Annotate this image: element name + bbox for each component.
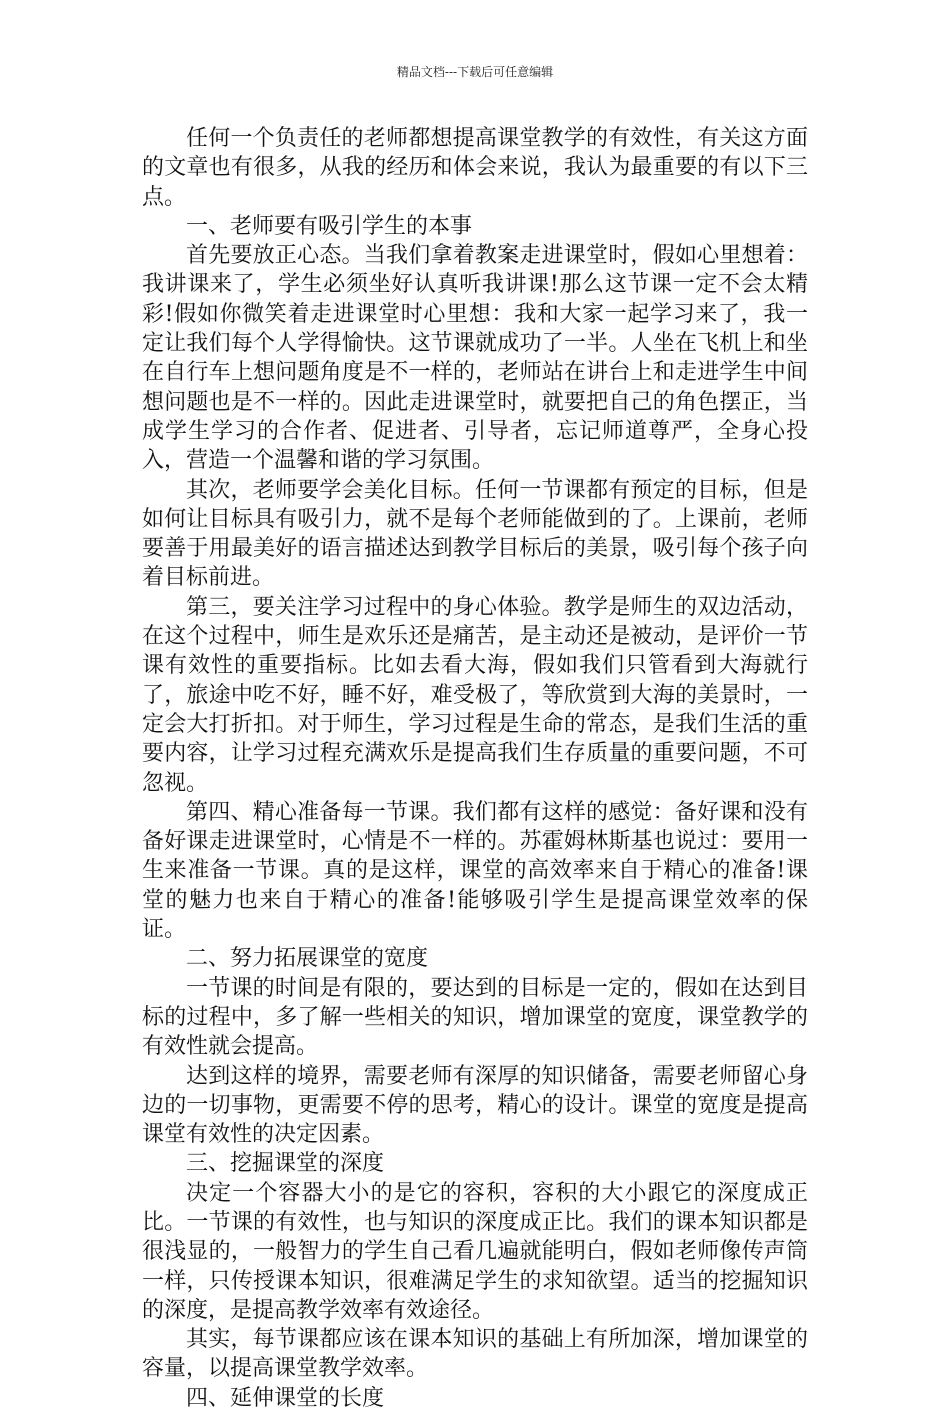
- body-paragraph: 一节课的时间是有限的，要达到的目标是一定的，假如在达到目标的过程中，多了解一些相关的知识，增加课堂的宽度，课堂教学的有效性就会提高。: [142, 975, 808, 1060]
- section-heading-3: 三、挖掘课堂的深度: [186, 1151, 385, 1177]
- body-paragraph: 达到这样的境界，需要老师有深厚的知识储备，需要老师留心身边的一切事物，更需要不停的思考，精心的设计。课堂的宽度是提高课堂有效性的决定因素。: [142, 1063, 808, 1148]
- body-paragraph: 其次，老师要学会美化目标。任何一节课都有预定的目标，但是如何让目标具有吸引力，就不是每个老师能做到的了。上课前，老师要善于用最美好的语言描述达到教学目标后的美景，吸引每个孩子向着目标前进。: [142, 477, 808, 591]
- section-heading-1: 一、老师要有吸引学生的本事: [186, 213, 473, 239]
- section-heading-4: 四、延伸课堂的长度: [186, 1385, 385, 1411]
- body-paragraph: 其实，每节课都应该在课本知识的基础上有所加深，增加课堂的容量，以提高课堂教学效率。: [142, 1327, 808, 1382]
- page-header-note: 精品文档---下载后可任意编辑: [396, 65, 554, 79]
- body-paragraph: 首先要放正心态。当我们拿着教案走进课堂时，假如心里想着：我讲课来了，学生必须坐好认真听我讲课!那么这节课一定不会太精彩!假如你微笑着走进课堂时心里想：我和大家一起学习来了，我一定让我们每个人学得愉快。这节课就成功了一半。人坐在飞机上和坐在自行车上想问题角度是不一样的，老师站在讲台上和走进学生中间想问题也是不一样的。因此走进课堂时，就要把自己的角色摆正，当成学生学习的合作者、促进者、引导者，忘记师道尊严，全身心投入，营造一个温馨和谐的学习氛围。: [142, 243, 808, 474]
- body-paragraph: 第三，要关注学习过程中的身心体验。教学是师生的双边活动，在这个过程中，师生是欢乐还是痛苦，是主动还是被动，是评价一节课有效性的重要指标。比如去看大海，假如我们只管看到大海就行了，旅途中吃不好，睡不好，难受极了，等欣赏到大海的美景时，一定会大打折扣。对于师生，学习过程是生命的常态，是我们生活的重要内容，让学习过程充满欢乐是提高我们生存质量的重要问题，不可忽视。: [142, 594, 808, 796]
- section-heading-2: 二、努力拓展课堂的宽度: [186, 946, 429, 972]
- body-paragraph: 第四、精心准备每一节课。我们都有这样的感觉：备好课和没有备好课走进课堂时，心情是不一样的。苏霍姆林斯基也说过：要用一生来准备一节课。真的是这样，课堂的高效率来自于精心的准备!课堂的魅力也来自于精心的准备!能够吸引学生是提高课堂效率的保证。: [142, 799, 808, 943]
- intro-paragraph: 任何一个负责任的老师都想提高课堂教学的有效性，有关这方面的文章也有很多，从我的经历和体会来说，我认为最重要的有以下三点。: [142, 126, 808, 210]
- body-paragraph: 决定一个容器大小的是它的容积，容积的大小跟它的深度成正比。一节课的有效性，也与知识的深度成正比。我们的课本知识都是很浅显的，一般智力的学生自己看几遍就能明白，假如老师像传声筒一样，只传授课本知识，很难满足学生的求知欲望。适当的挖掘知识的深度，是提高教学效率有效途径。: [142, 1180, 808, 1323]
- document-body: [142, 124, 808, 1413]
